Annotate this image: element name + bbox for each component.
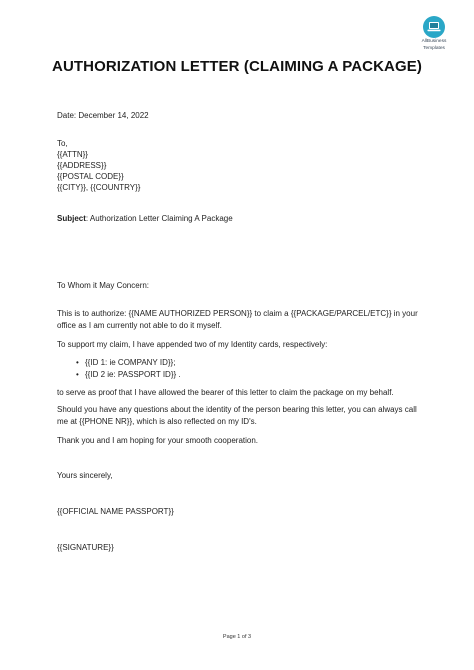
address-line: {{ADDRESS}} <box>57 161 107 170</box>
subject-label: Subject <box>57 214 86 223</box>
official-name: {{OFFICIAL NAME PASSPORT}} <box>57 507 174 516</box>
laptop-icon-graphic <box>427 21 441 33</box>
bullet-item-id2 <box>76 369 181 380</box>
paragraph-authorize: This is to authorize: {{NAME AUTHORIZED PERSON}} to claim a {{PACKAGE/PARCEL/ETC}} in your office as I am currently not able to do it myself. <box>57 309 418 330</box>
city-country-line: {{CITY}}, {{COUNTRY}} <box>57 183 141 192</box>
document-title: AUTHORIZATION LETTER (CLAIMING A PACKAGE) <box>52 58 422 75</box>
attn-line: {{ATTN}} <box>57 150 88 159</box>
bullet-glyph: • <box>76 370 79 379</box>
signature: {{SIGNATURE}} <box>57 543 114 552</box>
logo-text-line2: Templates <box>423 45 445 51</box>
paragraph-thanks: Thank you and I am hoping for your smooth cooperation. <box>57 436 259 445</box>
laptop-icon <box>423 16 445 38</box>
subject-line <box>57 213 233 224</box>
closing: Yours sincerely, <box>57 471 113 480</box>
logo-text-line1: AllBusiness <box>421 39 447 44</box>
page-number-footer: Page 1 of 3 <box>222 634 252 640</box>
bullet-text: {{ID 1: ie COMPANY ID}}; <box>85 358 176 367</box>
postal-code-line: {{POSTAL CODE}} <box>57 172 124 181</box>
salutation: To Whom it May Concern: <box>57 281 150 290</box>
paragraph-questions: Should you have any questions about the identity of the person bearing this letter, you can always call me at {{PHONE NR}}, which is also reflected on my ID's. <box>57 405 417 426</box>
bullet-text: {{ID 2 ie: PASSPORT ID}} . <box>85 370 181 379</box>
allbusiness-logo <box>416 16 452 51</box>
paragraph-support: To support my claim, I have appended two of my Identity cards, respectively: <box>57 340 328 349</box>
bullet-glyph: • <box>76 358 79 367</box>
date-line: Date: December 14, 2022 <box>57 111 149 120</box>
to-line: To, <box>57 139 68 148</box>
subject-text: : Authorization Letter Claiming A Package <box>85 214 233 223</box>
bullet-item-id1 <box>76 357 175 368</box>
paragraph-proof: to serve as proof that I have allowed the bearer of this letter to claim the package on my behalf. <box>57 388 394 397</box>
